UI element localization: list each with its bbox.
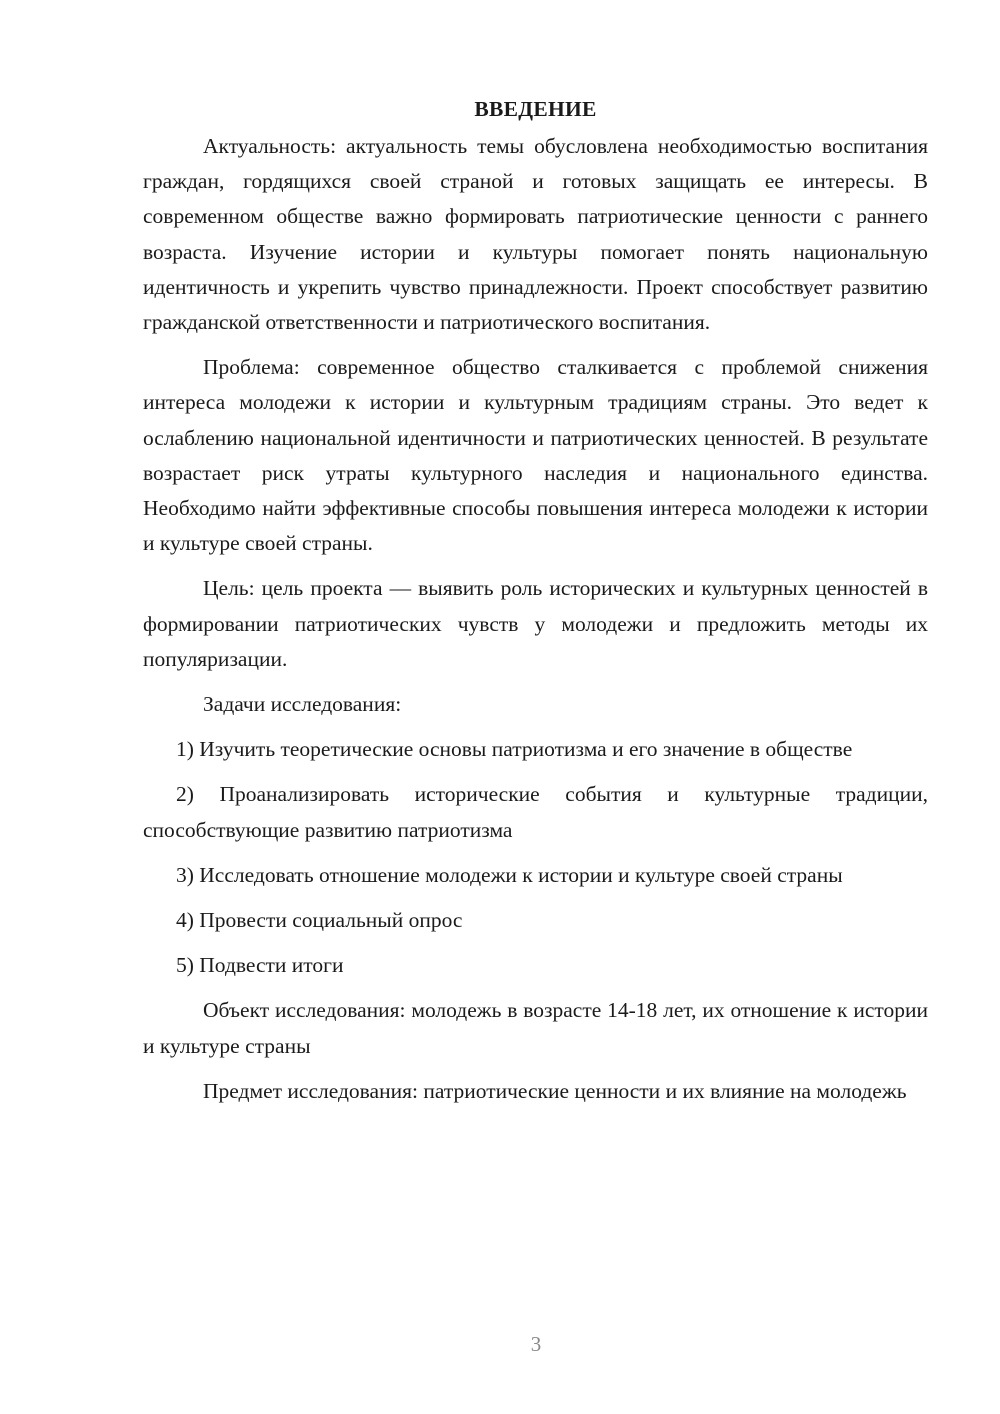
research-object-paragraph: Объект исследования: молодежь в возрасте 14-18 лет, их отношение к истории и культуре страны [143, 998, 928, 1058]
problem-paragraph: Проблема: современное общество сталкивается с проблемой снижения интереса молодежи к истории и культурным традициям страны. Это ведет к ослаблению национальной идентичности и патриотических ценностей. В результате возрастает риск утраты культурного наследия и национального единства. Необходимо найти эффективные способы повышения интереса молодежи к истории и культуре своей страны. [143, 355, 928, 556]
task-item: 2) Проанализировать исторические события и культурные традиции, способствующие развитию патриотизма [143, 782, 928, 842]
task-item: 5) Подвести итоги [176, 953, 344, 978]
tasks-heading: Задачи исследования: [203, 692, 402, 717]
page-number: 3 [530, 1332, 542, 1356]
task-item: 4) Провести социальный опрос [176, 908, 463, 933]
section-title: ВВЕДЕНИЕ [474, 97, 597, 121]
research-subject-paragraph: Предмет исследования: патриотические ценности и их влияние на молодежь [203, 1078, 907, 1103]
document-page [143, 92, 928, 1119]
goal-paragraph: Цель: цель проекта — выявить роль исторических и культурных ценностей в формировании патриотических чувств у молодежи и предложить методы их популяризации. [143, 576, 928, 671]
task-item: 1) Изучить теоретические основы патриотизма и его значение в обществе [176, 737, 853, 762]
task-item: 3) Исследовать отношение молодежи к истории и культуре своей страны [176, 862, 843, 887]
relevance-paragraph: Актуальность: актуальность темы обусловлена необходимостью воспитания граждан, гордящихся своей страной и готовых защищать ее интересы. В современном обществе важно формировать патриотические ценности с раннего возраста. Изучение истории и культуры помогает понять национальную идентичность и укрепить чувство принадлежности. Проект способствует развитию гражданской ответственности и патриотического воспитания. [143, 134, 928, 335]
